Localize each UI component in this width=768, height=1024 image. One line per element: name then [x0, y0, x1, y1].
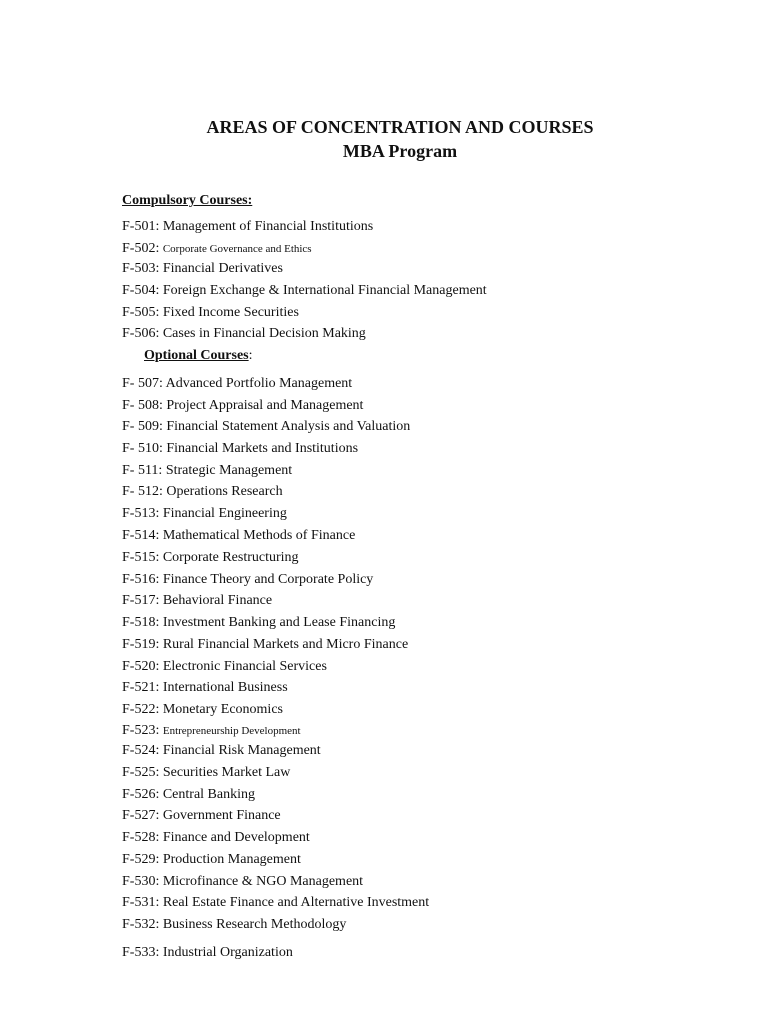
course-name: Management of Financial Institutions [162, 219, 374, 234]
course-name: Corporate Restructuring [162, 550, 299, 565]
course-name: Industrial Organization [162, 945, 293, 960]
course-name: Corporate Governance and Ethics [162, 243, 312, 255]
compulsory-heading [122, 192, 252, 210]
course-code: F- 511: [122, 463, 163, 478]
course-code: F-504: [122, 283, 160, 298]
course-name: Financial Risk Management [162, 743, 321, 758]
course-item [122, 440, 358, 458]
course-code: F-522: [122, 702, 160, 717]
course-item [122, 483, 283, 501]
course-item [122, 742, 321, 760]
course-code: F-526: [122, 787, 160, 802]
course-item [122, 636, 408, 654]
course-code: F- 510: [122, 441, 163, 456]
course-code: F-501: [122, 219, 160, 234]
course-code: F-506: [122, 326, 160, 341]
course-code: F-533: [122, 945, 160, 960]
course-name: Behavioral Finance [162, 593, 273, 608]
course-name: Rural Financial Markets and Micro Finance [162, 637, 409, 652]
course-name: Mathematical Methods of Finance [162, 528, 356, 543]
course-name: Government Finance [162, 808, 281, 823]
course-name: Fixed Income Securities [162, 305, 299, 320]
course-code: F-515: [122, 550, 160, 565]
course-name: Investment Banking and Lease Financing [162, 615, 396, 630]
course-code: F-520: [122, 659, 160, 674]
course-item [122, 786, 255, 804]
course-item [122, 944, 293, 962]
course-item [122, 571, 373, 589]
optional-heading [144, 347, 253, 365]
course-item [122, 829, 310, 847]
optional-heading-colon: : [248, 348, 253, 363]
course-item [122, 807, 281, 825]
course-item [122, 462, 292, 480]
course-item [122, 304, 299, 322]
course-code: F- 512: [122, 484, 163, 499]
course-name: Operations Research [166, 484, 283, 499]
course-code: F-505: [122, 305, 160, 320]
course-item [122, 614, 395, 632]
course-name: Real Estate Finance and Alternative Investment [162, 895, 430, 910]
course-code: F- 507: [122, 376, 163, 391]
course-item [122, 397, 363, 415]
course-item [122, 873, 363, 891]
course-name: Securities Market Law [162, 765, 291, 780]
course-item [122, 916, 346, 934]
course-item [122, 375, 352, 393]
document-subtitle: MBA Program [342, 141, 458, 161]
course-name: Financial Statement Analysis and Valuation [166, 419, 411, 434]
course-code: F-513: [122, 506, 160, 521]
course-code: F-514: [122, 528, 160, 543]
course-code: F-528: [122, 830, 160, 845]
course-code: F-529: [122, 852, 160, 867]
course-code: F- 509: [122, 419, 163, 434]
course-item [122, 325, 366, 343]
course-name: International Business [162, 680, 288, 695]
course-code: F-532: [122, 917, 160, 932]
course-name: Foreign Exchange & International Financial Management [162, 283, 487, 298]
course-code: F-517: [122, 593, 160, 608]
course-item [122, 240, 312, 258]
course-name: Electronic Financial Services [162, 659, 327, 674]
course-name: Entrepreneurship Development [162, 725, 301, 737]
course-code: F-503: [122, 261, 160, 276]
course-item [122, 851, 301, 869]
course-item [122, 527, 355, 545]
course-code: F-524: [122, 743, 160, 758]
course-item [122, 218, 373, 236]
course-code: F-521: [122, 680, 160, 695]
course-name: Microfinance & NGO Management [162, 874, 364, 889]
course-code: F-531: [122, 895, 160, 910]
course-code: F- 508: [122, 398, 163, 413]
course-name: Financial Engineering [162, 506, 287, 521]
course-name: Financial Markets and Institutions [166, 441, 359, 456]
course-code: F-502: [122, 241, 160, 256]
course-name: Financial Derivatives [162, 261, 283, 276]
course-item [122, 722, 301, 740]
course-code: F-516: [122, 572, 160, 587]
course-item [122, 701, 283, 719]
course-name: Finance Theory and Corporate Policy [162, 572, 374, 587]
document-title: AREAS OF CONCENTRATION AND COURSES [206, 117, 594, 137]
course-code: F-523: [122, 723, 160, 738]
course-item [122, 418, 410, 436]
course-item [122, 658, 327, 676]
compulsory-heading-text: Compulsory Courses: [122, 193, 253, 208]
course-item [122, 505, 287, 523]
course-item [122, 679, 288, 697]
course-code: F-518: [122, 615, 160, 630]
course-name: Project Appraisal and Management [166, 398, 364, 413]
optional-heading-text: Optional Courses [144, 348, 249, 363]
course-item [122, 894, 429, 912]
course-code: F-525: [122, 765, 160, 780]
course-item [122, 260, 283, 278]
course-code: F-530: [122, 874, 160, 889]
course-name: Business Research Methodology [162, 917, 347, 932]
course-name: Monetary Economics [162, 702, 283, 717]
course-name: Cases in Financial Decision Making [162, 326, 366, 341]
course-code: F-519: [122, 637, 160, 652]
course-name: Production Management [162, 852, 301, 867]
course-code: F-527: [122, 808, 160, 823]
course-item [122, 549, 299, 567]
course-name: Central Banking [162, 787, 255, 802]
course-name: Strategic Management [165, 463, 293, 478]
course-item [122, 592, 272, 610]
course-item [122, 764, 290, 782]
course-item [122, 282, 487, 300]
course-name: Advanced Portfolio Management [165, 376, 353, 391]
course-name: Finance and Development [162, 830, 310, 845]
